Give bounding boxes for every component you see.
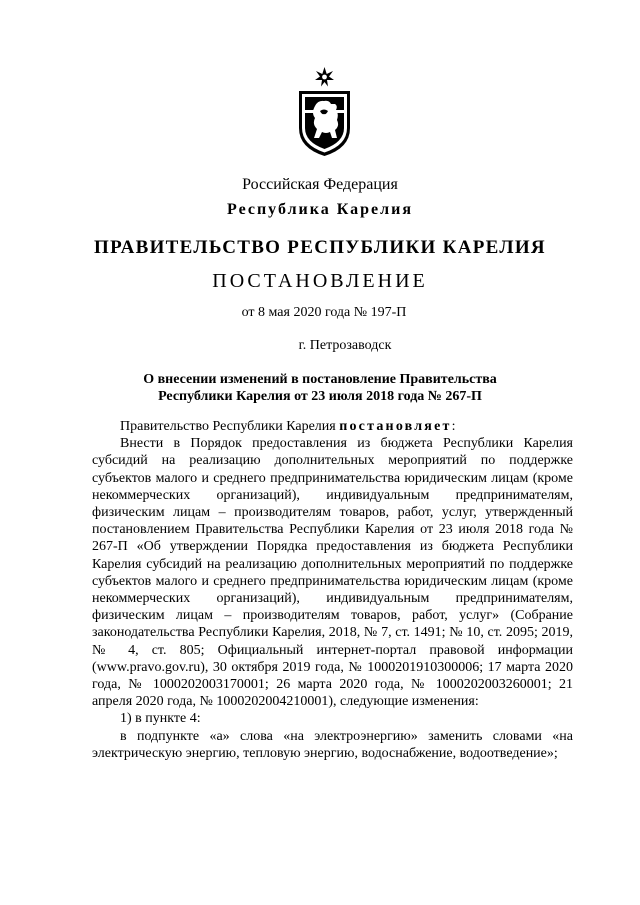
document-city: г. Петрозаводск <box>298 338 392 353</box>
document-body <box>92 418 573 762</box>
republic-name: Республика Карелия <box>227 201 413 218</box>
karelia-coat-of-arms-icon <box>293 66 356 158</box>
country-name: Российская Федерация <box>242 176 398 193</box>
intro-paragraph <box>92 418 573 435</box>
item-1-subitem-a: в подпункте «а» слова «на электроэнергию» заменить словами «на электрическую энергию, тепловую энергию, водоснабжение, водоотведение»; <box>92 728 573 761</box>
intro-prefix: Правительство Республики Карелия <box>120 419 340 434</box>
government-title: ПРАВИТЕЛЬСТВО РЕСПУБЛИКИ КАРЕЛИЯ <box>94 237 546 258</box>
item-1: 1) в пункте 4: <box>120 711 201 727</box>
subject-line-2: Республики Карелия от 23 июля 2018 года № 267-П <box>158 389 482 404</box>
intro-decree-word: постановляет <box>339 419 452 434</box>
main-paragraph: Внести в Порядок предоставления из бюджета Республики Карелия субсидий на реализацию дополнительных мероприятий по поддержке субъектов малого и среднего предпринимательства юридическим лицам (кроме некоммерческих организаций), индивидуальным предпринимателям, физическим лицам – производителям товаров, работ, услуг, утвержденный постановлением Правительства Республики Карелия от 23 июля 2018 года № 267-П «Об утверждении Порядка предоставления из бюджета Республики Карелия субсидий на реализацию дополнительных мероприятий по поддержке субъектов малого и среднего предпринимательства юридическим лицам (кроме некоммерческих организаций), индивидуальным предпринимателям, физическим лицам – производителям товаров, работ, услуг» (Собрание законодательства Республики Карелия, 2018, № 7, ст. 1491; № 10, ст. 2095; 2019, № 4, ст. 805; Официальный интернет-портал правовой информации (www.pravo.gov.ru), 30 октября 2019 года, № 1000201910300006; 17 марта 2020 года, № 1000202003170001; 26 марта 2020 года, № 1000202003260001; 21 апреля 2020 года, № 1000202004210001), следующие изменения: <box>92 436 573 710</box>
document-date-number: от 8 мая 2020 года № 197-П <box>241 305 407 320</box>
document-type: ПОСТАНОВЛЕНИЕ <box>212 270 428 292</box>
subject-line-1: О внесении изменений в постановление Правительства <box>143 372 497 387</box>
intro-suffix: : <box>451 419 456 434</box>
